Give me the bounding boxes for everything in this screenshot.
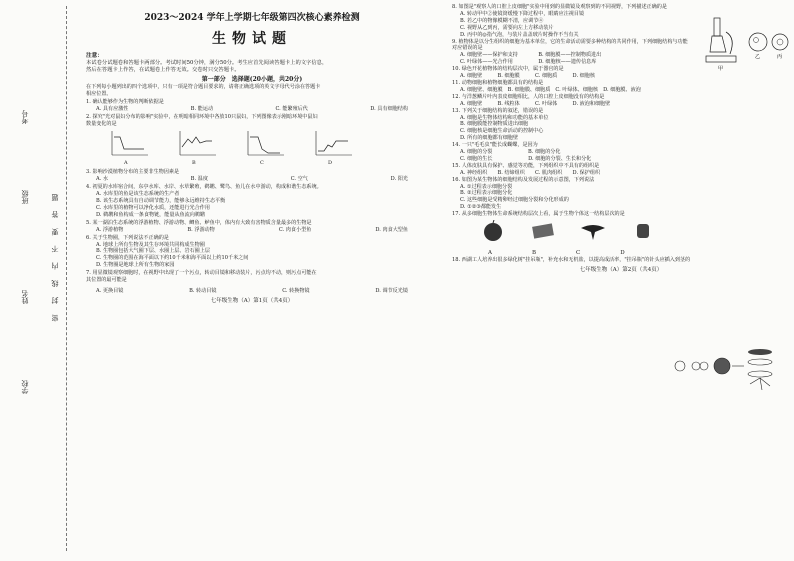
question-18-stem: 18. 西湖工人培养出很多绿化树"挂吊瓶"，补充水和无机盐，以提高成活率，"挂吊瓶"的针头应插入到茎的 xyxy=(452,257,691,263)
notice-line: 本试卷分试题卷和答题卡两部分。考试时间50分钟，满分50分。考生应首先阅读答题卡上的文字信息， xyxy=(86,60,328,66)
right-line: A. 细胞壁 B. 细胞膜 C. 细胞质 D. 细胞核 xyxy=(460,73,595,80)
graph-a xyxy=(106,129,150,166)
q17-letter: D xyxy=(620,250,625,257)
binding-label-class: 班级 xyxy=(21,190,29,204)
right-line: 11. 动物细胞和植物细胞都具有的结构是 xyxy=(452,79,544,86)
option: C. 肉食小型鱼 xyxy=(278,226,312,233)
question-5 xyxy=(86,220,418,234)
option: B. 温度 xyxy=(190,176,208,183)
right-line: A. 细胞壁——保护和支持 B. 细胞膜——控制物质进出 xyxy=(460,52,602,59)
option: D. 鹈鹕和鱼构成一条食物链，能量从鱼流向鹈鹕 xyxy=(96,211,206,218)
question-3 xyxy=(86,169,418,183)
option: A. 更换目镜 xyxy=(96,287,124,294)
question-stem: 2. 探究"光对鼠妇分布的影响"实验中，在明暗相同环境中各放10只鼠妇，下列图像表示刚暗环境中鼠妇 xyxy=(86,113,318,120)
cell-development-figure xyxy=(670,344,790,394)
section-heading: 第一部分 选择题(20小题，共20分) xyxy=(201,76,303,83)
right-line: A. 细胞壁、细胞膜 B. 细胞膜、细胞质 C. 叶绿体、细胞核 D. 细胞膜、液泡 xyxy=(460,86,641,93)
question-stem: 数量变化的是 xyxy=(86,120,117,127)
option: D. 肉食大型鱼 xyxy=(375,226,408,233)
figure-label-yi: 乙 xyxy=(755,54,761,60)
question-stem: 5. 某一湖泊生态系统的浮游植物、浮游动物、鲫鱼、鲈鱼中，体内有大致有害物质含量最多的生物是 xyxy=(86,219,312,226)
graph-a-plot xyxy=(106,129,150,159)
right-line: C. 这些细胞是受精卵经过细胞分裂和分化形成的 xyxy=(460,197,569,204)
exam-title: 2023～2024 学年上学期七年级第四次核心素养检测 xyxy=(144,13,360,23)
question-stem: 1. 确认能够作为生物的判断依据是 xyxy=(86,98,164,105)
microscope-figure xyxy=(700,12,790,72)
option: A. 具有应激性 xyxy=(96,105,129,112)
left-column xyxy=(86,4,418,305)
option: B. 能运动 xyxy=(190,105,214,112)
right-line: A. 神经组织 B. 结缔组织 C. 肌肉组织 D. 保护组织 xyxy=(460,169,601,176)
option: A. 水 xyxy=(96,176,109,183)
q17-figure-row xyxy=(452,220,790,248)
option: C. 水库里的植物可以净化水质，还能进行光合作用 xyxy=(96,204,210,211)
tissue-image xyxy=(530,220,556,242)
seal-dashed-line xyxy=(66,6,67,551)
graph-letter: B xyxy=(192,159,196,166)
option: D. 阳光 xyxy=(390,176,408,183)
option: A. 水库里的鱼是该生态系统的生产者 xyxy=(96,191,180,198)
graph-d xyxy=(310,129,354,166)
graph-c-plot xyxy=(242,129,286,159)
option: D. 具有细胞结构 xyxy=(370,105,408,112)
graph-b xyxy=(174,129,218,166)
right-line: B. 细胞膜能控制物质进出细胞 xyxy=(460,121,529,128)
right-line: 9. 植物体是以分生组织的细胞为基本单位，它的生命活动需要多种结构的共同作用，下列细胞结构与功能 xyxy=(452,38,688,45)
q17-letter: C xyxy=(576,250,581,257)
right-line: A. ①过程表示细胞分裂 xyxy=(460,183,513,190)
right-question-block xyxy=(452,4,790,274)
q17-letter: B xyxy=(531,250,537,257)
binding-label-name: 姓名 xyxy=(21,290,29,304)
graph-d-plot xyxy=(310,129,354,159)
notice-head: 注意： xyxy=(86,53,103,59)
seal-line-text: 密 封 线 内 不 要 答 题 xyxy=(51,190,59,322)
apple-image xyxy=(480,220,506,242)
option: B. 浮游动物 xyxy=(187,226,215,233)
notice-block xyxy=(86,53,418,74)
eagle-image xyxy=(580,220,606,242)
right-line: 13. 下列关于细胞结构的叙述，错误的是 xyxy=(452,107,544,114)
binding-label-school: 学校 xyxy=(21,380,29,394)
page-footer-left: 七年级生物（A）第1页（共4页） xyxy=(210,297,294,304)
q17-letter-row xyxy=(452,250,790,257)
graph-letter: D xyxy=(328,159,333,166)
q17-letter: A xyxy=(488,250,492,257)
option: C. 能繁殖后代 xyxy=(275,105,308,112)
option: B. 转动目镜 xyxy=(189,287,217,294)
option: A. 地球上所有生物及其生存环境共同构成生物圈 xyxy=(96,241,205,248)
right-line: 17. 从多细胞生物体生命系统结构层次上看，属于生物个体这一结构层次的是 xyxy=(452,211,625,218)
question-stem: 3. 影响沙漠植物分布的主要非生物因素是 xyxy=(86,169,180,176)
notice-line: 然后在答题卡上作答，在试题卷上作答无效。交卷时只交答题卡。 xyxy=(86,67,240,73)
option: C. 转换物镜 xyxy=(282,287,310,294)
binding-strip xyxy=(0,0,82,561)
question-stem: 7. 用显微镜观察细胞时，在视野中出现了一个污点，转动目镜和移动装片，污点均不动，则污点可能在 xyxy=(86,270,317,277)
organ-image xyxy=(630,220,656,242)
question-7 xyxy=(86,270,418,295)
question-stem: 4. 初夏的水库宿合间，东亭水库、水岸、水草繁殖，鹈鹕、鹭鸟、鱼儿在水中游动，构成和谐生态系统。 xyxy=(86,184,322,191)
right-line: 14. 一只"毛毛虫"能长成蝴蝶，是因为 xyxy=(452,142,538,149)
right-line: A. 细胞的分裂 B. 细胞的分化 xyxy=(460,149,561,156)
right-line: B. 若乙中的物像模糊不清，应调节④ xyxy=(460,17,544,24)
figure-label-bing: 丙 xyxy=(777,54,783,60)
section-desc: 相应位置。 xyxy=(86,90,112,97)
option: D. 生物圈是地球上所有生物的家园 xyxy=(96,262,175,269)
binding-label-exam-number: 考号 xyxy=(21,110,29,124)
right-column xyxy=(452,4,790,274)
option: C. 空气 xyxy=(290,176,308,183)
graph-letter: A xyxy=(124,159,128,166)
right-line: A. 细胞壁 B. 线粒体 C. 叶绿体 D. 液泡和细胞壁 xyxy=(460,100,611,107)
section-desc: 在下列每小题列出的四个选项中，只有一项是符合题目要求的，请将正确选项的英文字母代号涂在答题卡 xyxy=(86,84,321,90)
right-line: 12. 与洋葱鳞片叶内表皮细胞相比，人的口腔上皮细胞没有的结构是 xyxy=(452,93,605,100)
option: C. 生物圈的范围在海平面以下约10千米和海平面以上约10千米之间 xyxy=(96,255,249,262)
option: D. 调节反光镜 xyxy=(375,287,408,294)
right-line: D. 所有的细胞都有细胞壁 xyxy=(460,135,519,142)
question-stem: 其位置的最可能是 xyxy=(86,277,127,284)
right-line: A. 转动甲中②使镜筒缓慢下降过程中，眼睛应注视目镜 xyxy=(460,10,585,17)
question-2 xyxy=(86,114,418,164)
right-line: 对应错误的是 xyxy=(452,45,483,52)
question-4 xyxy=(86,184,418,219)
right-line: 16. 如图为某生物体的细胞结构及发展过程的示意图，下列说法 xyxy=(452,176,595,183)
subject-title: 生物试题 xyxy=(212,31,292,47)
graph-row xyxy=(86,129,418,166)
right-line: 8. 如图是"观察人的口腔上皮细胞"实验中用到的显微镜及观察到的不同视野，下列描述正确的是 xyxy=(452,4,667,10)
option: A. 浮游植物 xyxy=(96,226,124,233)
right-line: D. ①②③都能发生 xyxy=(460,204,502,211)
figure-label-jia: 甲 xyxy=(718,66,724,72)
right-line: B. ②过程表示细胞分化 xyxy=(460,190,513,197)
question-stem: 6. 关于生物圈，下列说法不正确的是 xyxy=(86,234,169,241)
right-line: 10. 绿色开花植物体的结构层次中，属于器官的是 xyxy=(452,66,564,73)
right-line: A. 细胞是生物体结构和功能的基本单位 xyxy=(460,114,549,121)
right-line: C. 叶绿体——光合作用 D. 细胞核——遗传信息库 xyxy=(460,59,597,66)
graph-c xyxy=(242,129,286,166)
right-line: 15. 人体皮肤具有保护、感觉等功能，下列组织中不具有的组织是 xyxy=(452,162,600,169)
page-footer-right: 七年级生物（A）第2页（共4页） xyxy=(579,266,663,273)
question-6 xyxy=(86,235,418,270)
right-line: D. 丙中的◎指气泡，与装片盖盖玻片时操作不当有关 xyxy=(460,31,579,38)
option: B. 该生态系统具有自动调节能力，能够永远维持生态平衡 xyxy=(96,198,226,205)
graph-b-plot xyxy=(174,129,218,159)
right-line: C. 细胞的生长 D. 细胞的分裂、生长和分化 xyxy=(460,155,592,162)
option: B. 生物圈包括大气圈下层、水圈上层、岩石圈上层 xyxy=(96,248,210,255)
question-1 xyxy=(86,99,418,113)
graph-letter: C xyxy=(260,159,264,166)
right-line: C. 细胞核是细胞生命活动的控制中心 xyxy=(460,128,544,135)
right-line: C. 视野从乙到丙，需要向左上方移动装片 xyxy=(460,24,554,31)
